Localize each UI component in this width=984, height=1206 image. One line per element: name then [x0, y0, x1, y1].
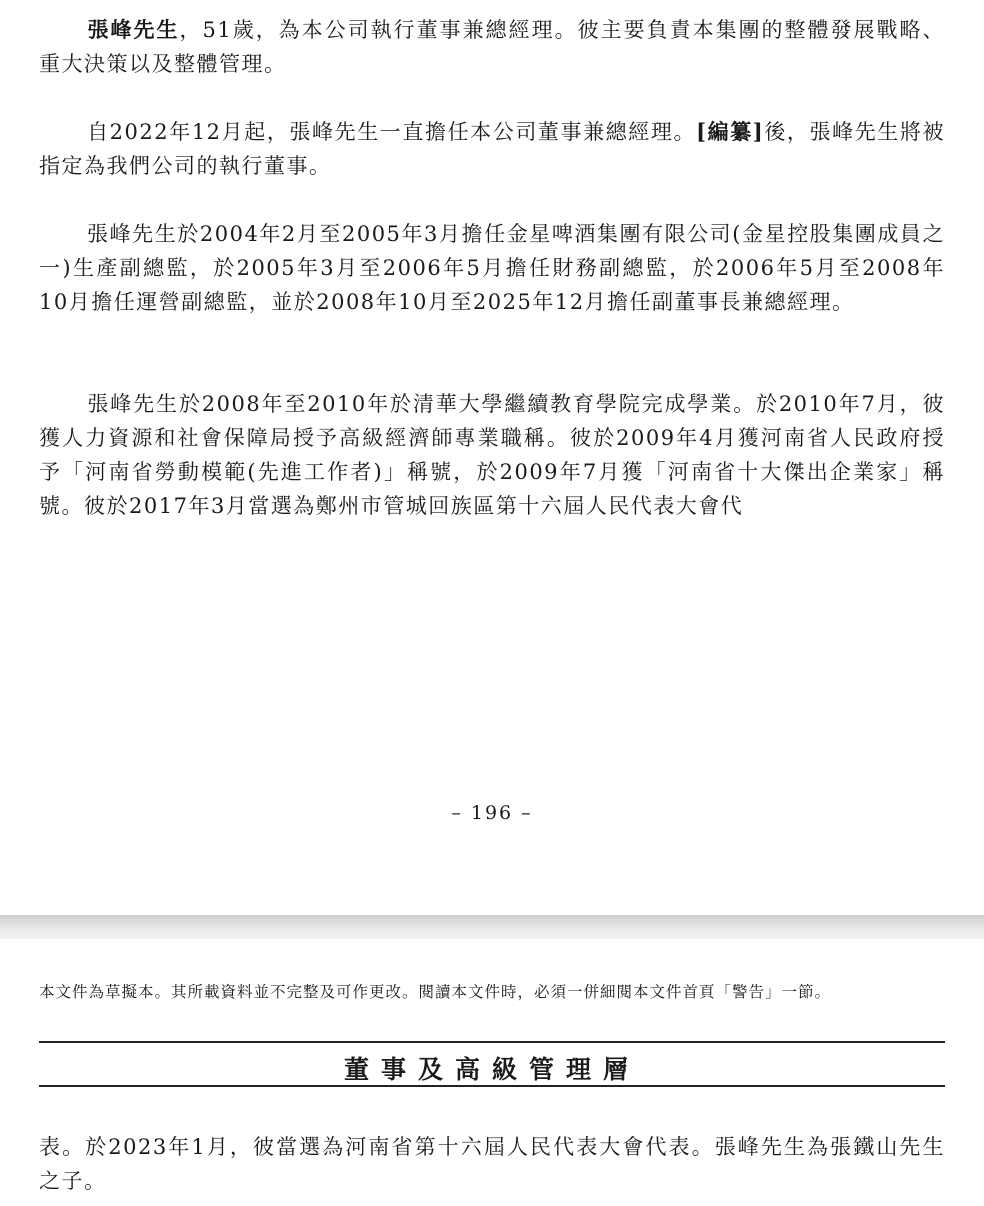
- draft-disclaimer: 本文件為草擬本。其所載資料並不完整及可作更改。閱讀本文件時，必須一併細閱本文件首頁「警告」一節。: [39, 983, 832, 1001]
- paragraph-appointment-pre: 自2022年12月起，張峰先生一直擔任本公司董事兼總經理。: [87, 120, 697, 144]
- paragraph-appointment: [39, 115, 945, 183]
- paragraph-education: [39, 387, 945, 523]
- person-name: 張峰先生: [87, 17, 180, 42]
- section-title: 董事及高級管理層: [343, 1055, 640, 1084]
- paragraph-intro-text: ，51歲，為本公司執行董事兼總經理。彼主要負責本集團的整體發展戰略、重大決策以及整體管理。: [39, 18, 946, 76]
- paragraph-education-text: 張峰先生於2008年至2010年於清華大學繼續教育學院完成學業。於2010年7月，彼獲人力資源和社會保障局授予高級經濟師專業職稱。彼於2009年4月獲河南省人民政府授予「河南省勞動模範(先進工作者)」稱號，於2009年7月獲「河南省十大傑出企業家」稱號。彼於2017年3月當選為鄭州市管城回族區第十六屆人民代表大會代: [39, 392, 945, 518]
- header-rule-bottom: [39, 1085, 945, 1087]
- page-separator: [0, 915, 984, 939]
- paragraph-continuation: 表。於2023年1月，彼當選為河南省第十六屆人民代表大會代表。張峰先生為張鐵山先生之子。: [39, 1135, 945, 1193]
- paragraph-appointment-post: 後，張峰先生將被指定為我們公司的執行董事。: [39, 120, 945, 178]
- paragraph-intro: [39, 13, 945, 81]
- page-number: – 196 –: [451, 802, 533, 824]
- header-rule-top: [39, 1041, 945, 1043]
- paragraph-career: [39, 217, 945, 319]
- paragraph-career-text: 張峰先生於2004年2月至2005年3月擔任金星啤酒集團有限公司(金星控股集團成員之一)生產副總監，於2005年3月至2006年5月擔任財務副總監，於2006年5月至2008年10月擔任運營副總監，並於2008年10月至2025年12月擔任副董事長兼總經理。: [39, 222, 945, 314]
- redacted-marker: [編纂]: [696, 119, 765, 144]
